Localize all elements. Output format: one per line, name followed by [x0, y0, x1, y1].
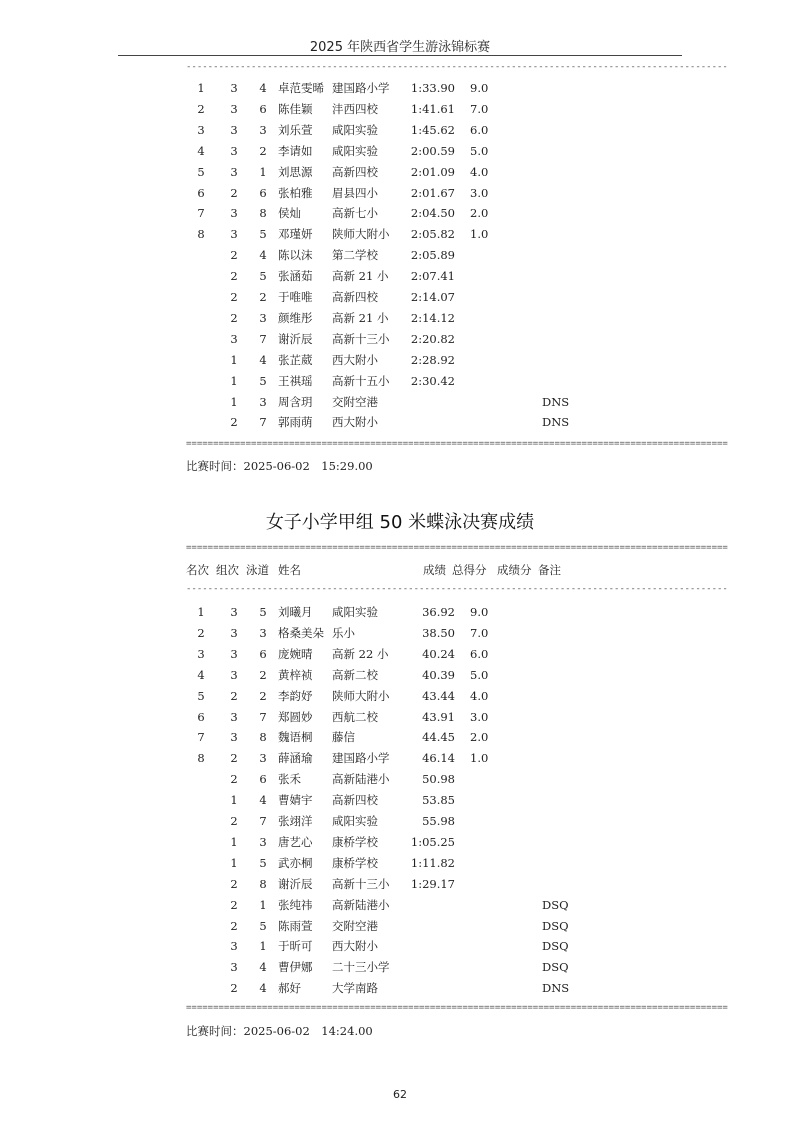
rank-cell: 1 [197, 605, 205, 619]
col-total: 总得分 [452, 563, 487, 577]
group-cell: 3 [230, 122, 238, 137]
name-cell: 黄梓祯 [278, 667, 313, 682]
lane-cell: 4 [259, 960, 267, 975]
page-number: 62 [393, 1088, 407, 1101]
rank-cell: 2 [197, 625, 205, 640]
name-cell: 李韵妤 [278, 688, 313, 703]
rank-cell: 2 [197, 101, 205, 116]
match-time-2: 比赛时间：2025-06-02 14:24.00 [186, 1024, 373, 1038]
lane-cell: 5 [259, 269, 267, 284]
lane-cell: 2 [259, 290, 267, 304]
rank-cell: 4 [197, 143, 205, 158]
table-row [0, 602, 800, 623]
rank-cell: 8 [197, 227, 205, 242]
name-cell: 郑圆妙 [278, 709, 313, 724]
time-cell: 2:05.89 [410, 248, 455, 263]
table-row [0, 727, 800, 748]
table-row [0, 811, 800, 832]
table-row [0, 916, 800, 937]
lane-cell: 3 [259, 625, 267, 640]
table-row [0, 936, 800, 957]
lane-cell: 4 [259, 248, 267, 263]
name-cell: 颜维彤 [278, 310, 313, 325]
table-row [0, 957, 800, 978]
rank-cell: 6 [197, 185, 205, 200]
time-cell: 1:05.25 [410, 834, 455, 849]
rank-cell: 3 [197, 646, 205, 661]
rank-cell: 3 [197, 122, 205, 137]
table-row [0, 644, 800, 665]
group-cell: 2 [230, 751, 238, 766]
lane-cell: 3 [259, 122, 267, 137]
group-cell: 2 [230, 876, 238, 891]
lane-cell: 3 [259, 834, 267, 849]
note-cell: DNS [542, 981, 570, 996]
lane-cell: 8 [259, 876, 267, 891]
rank-cell: 5 [197, 164, 205, 179]
time-cell: 2:20.82 [410, 331, 455, 346]
school-cell: 高新十五小 [332, 373, 390, 388]
table-row [0, 853, 800, 874]
school-cell: 西大附小 [332, 415, 378, 430]
group-cell: 2 [230, 814, 238, 828]
group-cell: 2 [230, 772, 238, 787]
group-cell: 3 [230, 646, 238, 661]
group-cell: 3 [230, 605, 238, 619]
points-cell: 5.0 [470, 143, 489, 158]
group-cell: 3 [230, 667, 238, 682]
lane-cell: 1 [259, 164, 267, 179]
name-cell: 庞婉晴 [278, 646, 313, 661]
dash-rule: ---------------------------------------------------------------------------------------------------- [186, 584, 728, 594]
name-cell: 于唯唯 [278, 290, 313, 304]
name-cell: 张纯祎 [278, 897, 313, 912]
table-row [0, 623, 800, 644]
name-cell: 卓范雯晞 [278, 81, 324, 95]
lane-cell: 8 [259, 206, 267, 221]
lane-cell: 3 [259, 310, 267, 325]
col-rank: 名次 [186, 563, 209, 577]
name-cell: 张芷葳 [278, 352, 313, 367]
time-cell: 36.92 [422, 605, 455, 619]
table-row [0, 329, 800, 350]
lane-cell: 3 [259, 394, 267, 409]
note-cell: DSQ [542, 960, 569, 975]
lane-cell: 7 [259, 415, 267, 430]
school-cell: 高新七小 [332, 206, 378, 221]
points-cell: 9.0 [470, 81, 489, 95]
col-name: 姓名 [278, 563, 301, 577]
rank-cell: 1 [197, 81, 205, 95]
col-lane: 泳道 [246, 563, 269, 577]
rank-cell: 5 [197, 688, 205, 703]
time-cell: 1:41.61 [410, 101, 455, 116]
double-rule: ==================================================================================================== [186, 1003, 728, 1013]
school-cell: 高新陆港小 [332, 772, 390, 787]
points-cell: 5.0 [470, 667, 489, 682]
points-cell: 6.0 [470, 646, 489, 661]
group-cell: 3 [230, 206, 238, 221]
time-cell: 2:14.07 [410, 290, 455, 304]
rank-cell: 8 [197, 751, 205, 766]
lane-cell: 5 [259, 918, 267, 933]
school-cell: 建国路小学 [332, 751, 390, 766]
col-note: 备注 [538, 563, 561, 577]
table-row [0, 832, 800, 853]
table-row [0, 287, 800, 308]
school-cell: 高新 21 小 [332, 269, 389, 284]
note-cell: DSQ [542, 939, 569, 954]
school-cell: 高新四校 [332, 793, 378, 808]
note-cell: DSQ [542, 918, 569, 933]
table-row [0, 266, 800, 287]
name-cell: 郭雨萌 [278, 415, 313, 430]
time-cell: 55.98 [422, 814, 455, 828]
school-cell: 高新二校 [332, 667, 378, 682]
time-cell: 2:30.42 [410, 373, 455, 388]
lane-cell: 2 [259, 143, 267, 158]
name-cell: 唐艺心 [278, 834, 313, 849]
name-cell: 刘乐萱 [278, 122, 313, 137]
time-cell: 53.85 [422, 793, 455, 808]
lane-cell: 4 [259, 352, 267, 367]
rank-cell: 4 [197, 667, 205, 682]
table-row [0, 371, 800, 392]
table-row [0, 308, 800, 329]
school-cell: 咸阳实验 [332, 122, 378, 137]
points-cell: 2.0 [470, 206, 489, 221]
lane-cell: 1 [259, 897, 267, 912]
rank-cell: 7 [197, 206, 205, 221]
school-cell: 眉县四小 [332, 185, 378, 200]
group-cell: 3 [230, 960, 238, 975]
group-cell: 1 [230, 352, 238, 367]
time-cell: 1:29.17 [410, 876, 455, 891]
time-cell: 46.14 [422, 751, 455, 766]
page-header-title: 2025 年陕西省学生游泳锦标赛 [309, 40, 491, 55]
table-row [0, 203, 800, 224]
section-title: 女子小学甲组 50 米蝶泳决赛成绩 [265, 512, 535, 533]
table-row [0, 874, 800, 895]
group-cell: 2 [230, 185, 238, 200]
column-headers [0, 560, 800, 580]
group-cell: 3 [230, 143, 238, 158]
name-cell: 邓瑾妍 [278, 227, 313, 242]
double-rule: ==================================================================================================== [186, 543, 728, 553]
table-row [0, 120, 800, 141]
school-cell: 高新 22 小 [332, 646, 389, 661]
points-cell: 7.0 [470, 101, 489, 116]
name-cell: 李请如 [278, 143, 313, 158]
group-cell: 1 [230, 855, 238, 870]
time-cell: 40.24 [422, 646, 455, 661]
table-row [0, 392, 800, 413]
time-cell: 1:33.90 [410, 81, 455, 95]
time-cell: 2:04.50 [410, 206, 455, 221]
match-time-1: 比赛时间：2025-06-02 15:29.00 [186, 459, 373, 473]
school-cell: 康桥学校 [332, 834, 378, 849]
group-cell: 1 [230, 394, 238, 409]
group-cell: 3 [230, 164, 238, 179]
school-cell: 第二学校 [332, 248, 378, 263]
table-row [0, 99, 800, 120]
school-cell: 高新四校 [332, 290, 378, 304]
school-cell: 大学南路 [332, 981, 378, 996]
time-cell: 40.39 [422, 667, 455, 682]
header-divider [118, 55, 682, 56]
school-cell: 西大附小 [332, 939, 378, 954]
name-cell: 张涵茹 [278, 269, 313, 284]
group-cell: 2 [230, 688, 238, 703]
lane-cell: 4 [259, 793, 267, 808]
col-group: 组次 [216, 563, 239, 577]
lane-cell: 7 [259, 709, 267, 724]
school-cell: 咸阳实验 [332, 143, 378, 158]
school-cell: 高新四校 [332, 164, 378, 179]
group-cell: 1 [230, 793, 238, 808]
name-cell: 于昕可 [278, 939, 313, 954]
school-cell: 高新 21 小 [332, 310, 389, 325]
time-cell: 2:14.12 [410, 310, 455, 325]
table-row [0, 141, 800, 162]
group-cell: 3 [230, 331, 238, 346]
lane-cell: 7 [259, 331, 267, 346]
name-cell: 侯灿 [278, 206, 301, 221]
name-cell: 张柏雅 [278, 185, 313, 200]
school-cell: 陕师大附小 [332, 688, 390, 703]
points-cell: 3.0 [470, 709, 489, 724]
lane-cell: 2 [259, 667, 267, 682]
group-cell: 3 [230, 625, 238, 640]
school-cell: 西航二校 [332, 709, 378, 724]
points-cell: 1.0 [470, 227, 489, 242]
time-cell: 2:28.92 [410, 352, 455, 367]
group-cell: 3 [230, 730, 238, 745]
group-cell: 2 [230, 269, 238, 284]
points-cell: 2.0 [470, 730, 489, 745]
name-cell: 陈佳颖 [278, 101, 313, 116]
table-row [0, 224, 800, 245]
school-cell: 高新十三小 [332, 331, 390, 346]
time-cell: 2:01.67 [410, 185, 455, 200]
table-row [0, 686, 800, 707]
dash-rule: ---------------------------------------------------------------------------------------------------- [186, 62, 728, 72]
table-row [0, 769, 800, 790]
table-row [0, 748, 800, 769]
lane-cell: 2 [259, 688, 267, 703]
group-cell: 3 [230, 227, 238, 242]
school-cell: 交附空港 [332, 918, 378, 933]
rank-cell: 6 [197, 709, 205, 724]
col-score: 成绩分 [497, 563, 532, 577]
table-row [0, 790, 800, 811]
group-cell: 2 [230, 981, 238, 996]
school-cell: 康桥学校 [332, 855, 378, 870]
points-cell: 4.0 [470, 688, 489, 703]
name-cell: 陈以沫 [278, 248, 313, 263]
col-time: 成绩 [423, 563, 446, 577]
table-row [0, 665, 800, 686]
group-cell: 2 [230, 310, 238, 325]
table-row [0, 895, 800, 916]
group-cell: 1 [230, 373, 238, 388]
lane-cell: 5 [259, 227, 267, 242]
table-row [0, 245, 800, 266]
lane-cell: 4 [259, 81, 267, 95]
group-cell: 2 [230, 415, 238, 430]
name-cell: 刘曦月 [278, 605, 313, 619]
time-cell: 38.50 [422, 625, 455, 640]
points-cell: 9.0 [470, 605, 489, 619]
points-cell: 6.0 [470, 122, 489, 137]
time-cell: 43.44 [422, 688, 455, 703]
group-cell: 3 [230, 709, 238, 724]
school-cell: 建国路小学 [332, 81, 390, 95]
table-row [0, 978, 800, 999]
time-cell: 1:11.82 [410, 855, 455, 870]
table-row [0, 162, 800, 183]
table-row [0, 350, 800, 371]
school-cell: 咸阳实验 [332, 814, 378, 828]
group-cell: 2 [230, 290, 238, 304]
time-cell: 2:07.41 [410, 269, 455, 284]
group-cell: 1 [230, 834, 238, 849]
points-cell: 7.0 [470, 625, 489, 640]
time-cell: 2:05.82 [410, 227, 455, 242]
school-cell: 高新十三小 [332, 876, 390, 891]
points-cell: 3.0 [470, 185, 489, 200]
table-row [0, 412, 800, 433]
school-cell: 二十三小学 [332, 960, 390, 975]
points-cell: 1.0 [470, 751, 489, 766]
double-rule: ==================================================================================================== [186, 439, 728, 449]
time-cell: 43.91 [422, 709, 455, 724]
lane-cell: 5 [259, 605, 267, 619]
group-cell: 2 [230, 248, 238, 263]
group-cell: 3 [230, 81, 238, 95]
school-cell: 陕师大附小 [332, 227, 390, 242]
time-cell: 44.45 [422, 730, 455, 745]
time-cell: 1:45.62 [410, 122, 455, 137]
table-row [0, 78, 800, 99]
lane-cell: 6 [259, 101, 267, 116]
name-cell: 陈雨萱 [278, 918, 313, 933]
lane-cell: 4 [259, 981, 267, 996]
time-cell: 50.98 [422, 772, 455, 787]
table-row [0, 707, 800, 728]
note-cell: DNS [542, 415, 570, 430]
school-cell: 藤信 [332, 730, 355, 745]
time-cell: 2:01.09 [410, 164, 455, 179]
note-cell: DSQ [542, 897, 569, 912]
rank-cell: 7 [197, 730, 205, 745]
school-cell: 乐小 [332, 625, 355, 640]
lane-cell: 7 [259, 814, 267, 828]
lane-cell: 5 [259, 373, 267, 388]
group-cell: 3 [230, 101, 238, 116]
group-cell: 2 [230, 897, 238, 912]
name-cell: 谢沂辰 [278, 876, 313, 891]
name-cell: 王祺瑶 [278, 373, 313, 388]
lane-cell: 8 [259, 730, 267, 745]
table-row [0, 183, 800, 204]
group-cell: 2 [230, 918, 238, 933]
name-cell: 曹婧宇 [278, 793, 313, 808]
name-cell: 谢沂辰 [278, 331, 313, 346]
school-cell: 沣西四校 [332, 101, 378, 116]
note-cell: DNS [542, 394, 570, 409]
group-cell: 3 [230, 939, 238, 954]
lane-cell: 6 [259, 646, 267, 661]
name-cell: 武亦桐 [278, 855, 313, 870]
lane-cell: 3 [259, 751, 267, 766]
name-cell: 魏语桐 [278, 730, 313, 745]
school-cell: 交附空港 [332, 394, 378, 409]
school-cell: 西大附小 [332, 352, 378, 367]
name-cell: 格桑美朵 [278, 625, 324, 640]
name-cell: 张翊洋 [278, 814, 313, 828]
name-cell: 刘思源 [278, 164, 313, 179]
name-cell: 张禾 [278, 772, 301, 787]
points-cell: 4.0 [470, 164, 489, 179]
name-cell: 曹伊娜 [278, 960, 313, 975]
school-cell: 高新陆港小 [332, 897, 390, 912]
lane-cell: 6 [259, 185, 267, 200]
lane-cell: 1 [259, 939, 267, 954]
school-cell: 咸阳实验 [332, 605, 378, 619]
name-cell: 薛涵瑜 [278, 751, 313, 766]
name-cell: 郝好 [278, 981, 301, 996]
lane-cell: 6 [259, 772, 267, 787]
lane-cell: 5 [259, 855, 267, 870]
name-cell: 周含玥 [278, 394, 313, 409]
time-cell: 2:00.59 [410, 143, 455, 158]
